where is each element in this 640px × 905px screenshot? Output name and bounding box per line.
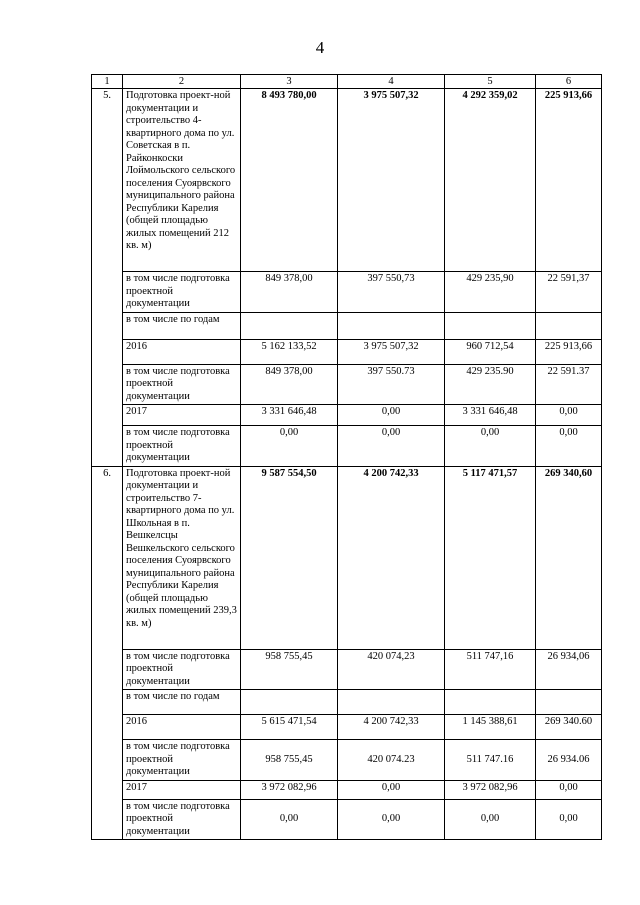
cell-value: 960 712,54 (445, 339, 536, 364)
amount-local: 269 340,60 (536, 466, 602, 649)
cell-value: 420 074.23 (338, 740, 445, 781)
cell-value: 3 331 646,48 (445, 405, 536, 426)
table-row (92, 740, 602, 781)
cell-value: 397 550.73 (338, 364, 445, 405)
row-label: 2016 (123, 339, 241, 364)
cell-value: 5 615 471,54 (241, 715, 338, 740)
column-header: 6 (536, 75, 602, 89)
amount-federal: 4 200 742,33 (338, 466, 445, 649)
project-title: Подготовка проект-ной документации и строительство 7-квартирного дома по ул. Школьная в п. Вешкелсцы Вешкельского сельского поселения Суоярвского муниципального района Республики Карелия (общей площадью жилых помещений 239,3 кв. м) (123, 466, 241, 649)
cell-value: 0,00 (445, 426, 536, 467)
cell-value: 511 747.16 (445, 740, 536, 781)
table-row (92, 312, 602, 339)
cell-value: 1 145 388,61 (445, 715, 536, 740)
cell-value: 22 591,37 (536, 272, 602, 313)
cell-value: 3 975 507,32 (338, 339, 445, 364)
row-label: в том числе подготовка проектной документации (123, 426, 241, 467)
cell-value: 0,00 (445, 799, 536, 840)
financing-table (91, 74, 602, 840)
table-row (92, 426, 602, 467)
column-header: 3 (241, 75, 338, 89)
cell-value: 3 972 082,96 (445, 780, 536, 799)
row-label: в том числе подготовка проектной документации (123, 799, 241, 840)
cell-value: 0,00 (338, 405, 445, 426)
table-row (92, 89, 602, 272)
row-label: в том числе подготовка проектной документации (123, 649, 241, 690)
cell-value: 397 550,73 (338, 272, 445, 313)
row-number: 6. (92, 466, 123, 840)
row-label: в том числе подготовка проектной документации (123, 740, 241, 781)
cell-value (445, 312, 536, 339)
cell-value (338, 690, 445, 715)
cell-value: 0,00 (241, 799, 338, 840)
cell-value: 4 200 742,33 (338, 715, 445, 740)
cell-value: 3 331 646,48 (241, 405, 338, 426)
cell-value: 0,00 (536, 405, 602, 426)
cell-value: 22 591.37 (536, 364, 602, 405)
cell-value: 26 934,06 (536, 649, 602, 690)
cell-value: 0,00 (536, 426, 602, 467)
project-title: Подготовка проект-ной документации и строительство 4-квартирного дома по ул. Советская в п. Райконкоски Лоймольского сельского поселения Суоярвского муниципального района Республики Карелия (общей площадью жилых помещений 212 кв. м) (123, 89, 241, 272)
cell-value: 0,00 (338, 780, 445, 799)
cell-value: 0,00 (536, 799, 602, 840)
column-header: 1 (92, 75, 123, 89)
table-row (92, 715, 602, 740)
amount-total: 8 493 780,00 (241, 89, 338, 272)
column-number-row (92, 75, 602, 89)
row-label: в том числе по годам (123, 690, 241, 715)
row-label: в том числе подготовка проектной документации (123, 272, 241, 313)
cell-value: 5 162 133,52 (241, 339, 338, 364)
table-row (92, 780, 602, 799)
cell-value (241, 690, 338, 715)
row-label: 2017 (123, 405, 241, 426)
table-row (92, 466, 602, 649)
cell-value (241, 312, 338, 339)
amount-local: 225 913,66 (536, 89, 602, 272)
cell-value: 511 747,16 (445, 649, 536, 690)
table-row (92, 799, 602, 840)
cell-value (536, 312, 602, 339)
table-row (92, 690, 602, 715)
cell-value (445, 690, 536, 715)
cell-value: 420 074,23 (338, 649, 445, 690)
table-row (92, 339, 602, 364)
cell-value: 958 755,45 (241, 649, 338, 690)
column-header: 4 (338, 75, 445, 89)
row-label: в том числе подготовка проектной документации (123, 364, 241, 405)
amount-federal: 3 975 507,32 (338, 89, 445, 272)
column-header: 5 (445, 75, 536, 89)
table-row (92, 649, 602, 690)
row-label: 2016 (123, 715, 241, 740)
cell-value: 849 378,00 (241, 364, 338, 405)
row-label: в том числе по годам (123, 312, 241, 339)
amount-regional: 4 292 359,02 (445, 89, 536, 272)
cell-value: 429 235,90 (445, 272, 536, 313)
cell-value: 269 340.60 (536, 715, 602, 740)
cell-value: 225 913,66 (536, 339, 602, 364)
page-number: 4 (315, 38, 325, 57)
cell-value: 429 235.90 (445, 364, 536, 405)
cell-value: 0,00 (241, 426, 338, 467)
cell-value: 26 934.06 (536, 740, 602, 781)
cell-value (338, 312, 445, 339)
amount-total: 9 587 554,50 (241, 466, 338, 649)
table-row (92, 272, 602, 313)
cell-value: 0,00 (338, 799, 445, 840)
cell-value: 0,00 (338, 426, 445, 467)
row-number: 5. (92, 89, 123, 467)
cell-value: 0,00 (536, 780, 602, 799)
cell-value: 3 972 082,96 (241, 780, 338, 799)
table-row (92, 405, 602, 426)
column-header: 2 (123, 75, 241, 89)
table-row (92, 364, 602, 405)
cell-value: 849 378,00 (241, 272, 338, 313)
cell-value (536, 690, 602, 715)
cell-value: 958 755,45 (241, 740, 338, 781)
amount-regional: 5 117 471,57 (445, 466, 536, 649)
row-label: 2017 (123, 780, 241, 799)
